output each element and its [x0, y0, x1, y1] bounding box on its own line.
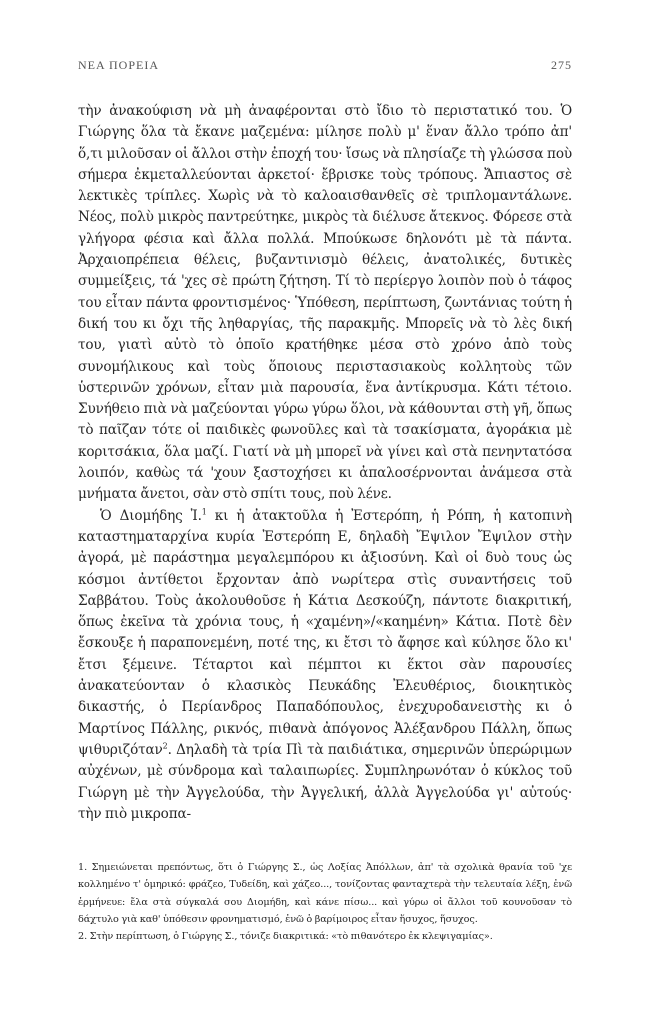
footnotes: [78, 859, 572, 945]
paragraph-1: τὴν ἀνακούφιση νὰ μὴ ἀναφέρονται στὸ ἴδιο τὸ περιστατικό του. Ὁ Γιώργης ὅλα τὰ ἔκανε μαζεμένα: μίλησε πολὺ μ' ἕναν ἄλλο τρόπο ἀπ' ὅ,τι μιλοῦσαν οἱ ἄλλοι στὴν ἐποχή του· ἴσως νὰ πλησίαζε τὴ γλώσσα ποὺ σήμερα ἐκμεταλλεύονται ἀρκετοί· ἔβρισκε τοὺς τρόπους. Ἄπιαστος σὲ λεκτικὲς τρίπλες. Χωρὶς νὰ τὸ καλοαισθανθεῖς σὲ τριπλομαντάλωνε. Νέος, πολὺ μικρὸς παντρεύτηκε, μικρὸς τὰ διέλυσε ἄτεκνος. Φόρεσε στὰ γλήγορα φέσια καὶ ἄλλα πολλά. Μπούκωσε δηλονότι μὲ τὰ πάντα. Ἀρχαιοπρέπεια θέλεις, βυζαντινισμὸ θέλεις, ἀνατολικές, δυτικὲς συμμείξεις, τά 'χες σὲ πρώτη ζήτηση. Τί τὸ περίεργο λοιπὸν ποὺ ὁ τάφος του εἶταν πάντα φροντισμένος· Ὑπόθεση, περίπτωση, ζωντάνιας τούτη ἡ δική του κι ὄχι τῆς ληθαργίας, τῆς παρακμῆς. Μπορεῖς νὰ τὸ λὲς δική του, γιατὶ αὐτὸ τὸ ὁποῖο κρατήθηκε μέσα στὸ χρόνο ἀπὸ τοὺς συνομήλικους καὶ τοὺς ὅποιους περιστασιακοὺς κολλητοὺς τῶν ὑστερινῶν χρόνων, εἶταν μιὰ παρουσία, ἕνα ἀντίκρυσμα. Κάτι τέτοιο. Συνήθειο πιὰ νὰ μαζεύονται γύρω γύρω ὅλοι, νὰ κάθουνται στὴ γῆ, ὅπως τὸ παῖζαν τότε οἱ παιδικὲς φωνοῦλες καὶ τὰ τσακίσματα, ἀγοράκια μὲ κοριτσάκια, ὅλα μαζί. Γιατί νὰ μὴ μπορεῖ νὰ γίνει καὶ στὰ πενηντατόσα λοιπόν, καθὼς τά 'χουν ξαστοχήσει κι ἀπαλοσέρνονται ἀνάμεσα στὰ μνήματα ἄνετοι, σὰν στὸ σπίτι τους, ποὺ λένε.: [78, 103, 572, 503]
footnote-ref-2[interactable]: 2: [162, 741, 168, 751]
paragraph-2: [78, 506, 572, 825]
footnote-1: 1. Σημειώνεται πρεπόντως, ὅτι ὁ Γιώργης Σ., ὡς Λοξίας Ἀπόλλων, ἀπ' τὰ σχολικὰ θρανία τοῦ 'χε κολλημένο τ' ὁμηρικό: φράζεο, Τυδείδη, καὶ χάζεο..., τονίζοντας φανταχτερὰ τὴν τελευταία λέξη, ἐνῶ ἑρμήνευε: ἔλα στὰ σύγκαλά σου Διομήδη, καὶ κάνε πίσω... καὶ γύρω οἱ ἄλλοι τοῦ κουνοῦσαν τὸ δάχτυλο γιὰ καθ' ὑπόθεσιν φρονηματισμό, ἐνῶ ὁ βαρίμοιρος εἶταν ἥσυχος, ἥσυχος.: [78, 862, 572, 925]
paragraph-2-text-a: Ὁ Διομήδης Ἰ.: [100, 507, 202, 524]
main-text: [78, 101, 572, 825]
page-number: 275: [551, 58, 572, 72]
running-title: ΝΕΑ ΠΟΡΕΙΑ: [78, 58, 159, 72]
footnote-ref-1[interactable]: 1: [201, 507, 207, 517]
book-page: [78, 58, 572, 946]
paragraph-2-text-c: . Δηλαδὴ τὰ τρία Πὶ τὰ παιδιάτικα, σημερινῶν ὑπερώριμων αὐχένων, μὲ σύνδρομα καὶ ταλαιπωρίες. Συμπληρωνόταν ὁ κύκλος τοῦ Γιώργη μὲ τὴν Ἀγγελούδα, τὴν Ἀγγελική, ἀλλὰ Ἀγγελούδα γι' αὐτούς· τὴν πιὸ μικροπα-: [78, 741, 572, 822]
running-head: [78, 58, 572, 73]
paragraph-2-text-b: κι ἡ ἀτακτοῦλα ἡ Ἐστερόπη, ἡ Ρόπη, ἡ κατοπινὴ καταστηματαρχίνα κυρία Ἐστερόπη Ε, δηλαδὴ Ἔψιλον Ἔψιλον στὴν ἀγορά, μὲ παράστημα μεγαλεμπόρου κι ἀξιοσύνη. Καὶ οἱ δυὸ τους ὡς κόσμοι ἀντίθετοι ἔρχονταν ἀπὸ νωρίτερα στὶς συναντήσεις τοῦ Σαββάτου. Τοὺς ἀκολουθοῦσε ἡ Κάτια Δεσκούζη, πάντοτε διακριτική, ὅπως ἐκεῖνα τὰ χρόνια τους, ἡ «χαμένη»/«καημένη» Κάτια. Ποτὲ δὲν ἔσκουξε ἡ παραπονεμένη, ποτέ της, κι ἔτσι τὸ ἄφησε καὶ κύλησε ὅλο κι' ἔτσι ξέμεινε. Τέταρτοι καὶ πέμπτοι κι ἕκτοι σὰν παρουσίες ἀνακατεύονταν ὁ κλασικὸς Πευκάδης Ἐλευθέριος, διοικητικὸς δικαστής, ὁ Περίανδρος Παπαδόπουλος, ἐνεχυροδανειστὴς κι ὁ Μαρτίνος Πάλλης, ρικνός, πιθανὰ ἀπόγονος Ἀλέξανδρου Πάλλη, ὅπως ψιθυριζόταν: [78, 507, 572, 758]
footnote-2: 2. Στὴν περίπτωση, ὁ Γιώργης Σ., τόνιζε διακριτικά: «τὸ πιθανότερο ἐκ κλεψιγαμίας».: [78, 931, 493, 943]
